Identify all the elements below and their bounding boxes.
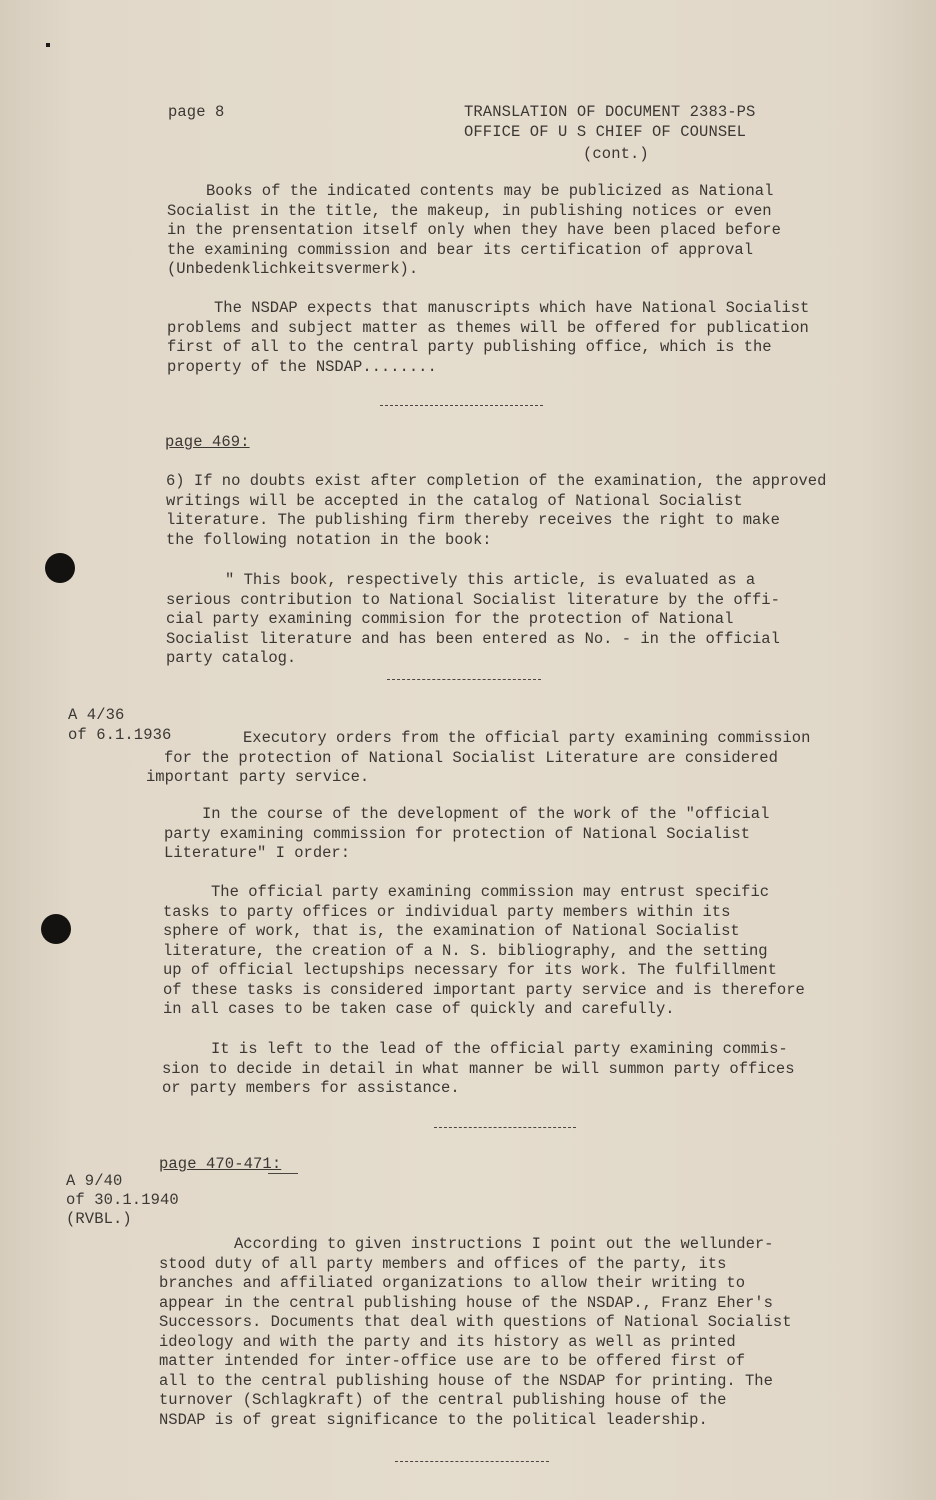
section-divider [395, 1461, 549, 1462]
section-divider [434, 1127, 576, 1128]
text-line: In the course of the development of the work of the "official [202, 805, 770, 823]
text-line: the examining commission and bear its certification of approval [167, 240, 753, 259]
ink-speck [46, 43, 50, 47]
quoted-notation [166, 571, 780, 669]
section-divider [380, 405, 543, 406]
text-line: up of official lectupships necessary for its work. The fulfillment [163, 961, 777, 979]
text-line: serious contribution to National Socialist literature by the offi- [166, 590, 780, 609]
text-line: 6) If no doubts exist after completion of the examination, the approved [166, 472, 827, 490]
text-line: Executory orders from the official party examining commission [243, 729, 811, 747]
text-line: of these tasks is considered important party service and is therefore [163, 980, 805, 999]
text-line: first of all to the central party publishing office, which is the [167, 338, 772, 356]
text-line: branches and affiliated organizations to allow their writing to [159, 1274, 745, 1292]
text-line: According to given instructions I point out the wellunder- [234, 1235, 774, 1253]
text-line: turnover (Schlagkraft) of the central publishing house of the [159, 1391, 727, 1409]
text-line: in the prensentation itself only when they have been placed before [167, 221, 781, 239]
text-line: Successors. Documents that deal with questions of National Socialist [159, 1313, 792, 1331]
section-heading-page-469: page 469: [165, 433, 250, 451]
translation-title: TRANSLATION OF DOCUMENT 2383-PS [464, 103, 756, 121]
heading-underline-extension [268, 1173, 298, 1174]
paragraph-central-publishing-house [159, 1235, 792, 1430]
text-line: Socialist literature and has been entered as No. - in the official [166, 629, 780, 648]
paragraph-specific-tasks [163, 883, 805, 1020]
text-line: appear in the central publishing house of the NSDAP., Franz Eher's [159, 1293, 773, 1312]
order-reference-number: A 4/36 [68, 706, 125, 724]
paragraph-development-order [164, 805, 769, 864]
order-reference-date: of 6.1.1936 [68, 726, 172, 744]
text-line: (Unbedenklichkeitsvermerk). [167, 260, 419, 278]
paragraph-approved-writings [166, 472, 826, 550]
text-line: tasks to party offices or individual party members within its [163, 902, 731, 921]
text-line: property of the NSDAP........ [167, 357, 437, 376]
text-line: ideology and with the party and its history as well as printed [159, 1332, 736, 1351]
text-line: party examining commission for protection of National Socialist [164, 824, 750, 843]
text-line: important party service. [146, 768, 370, 786]
office-title: OFFICE OF U S CHIEF OF COUNSEL [464, 123, 747, 141]
paragraph-publicized-books [167, 182, 781, 280]
punch-hole-top [45, 553, 75, 583]
text-line: literature. The publishing firm thereby receives the right to make [166, 511, 780, 529]
page-number: page 8 [168, 103, 225, 121]
text-line: for the protection of National Socialist Literature are considered [164, 748, 778, 767]
section-divider [387, 679, 541, 680]
text-line: Books of the indicated contents may be publicized as National [206, 182, 774, 200]
text-line: matter intended for inter-office use are to be offered first of [159, 1352, 745, 1370]
text-line: stood duty of all party members and offices of the party, its [159, 1254, 727, 1273]
text-line: The official party examining commission may entrust specific [211, 883, 770, 901]
order-reference-number: A 9/40 [66, 1172, 123, 1190]
paragraph-executory-orders [146, 729, 810, 788]
order-reference-source: (RVBL.) [66, 1210, 132, 1228]
punch-hole-bottom [41, 914, 71, 944]
text-line: cial party examining commision for the protection of National [166, 610, 734, 628]
paragraph-left-to-lead [162, 1040, 795, 1099]
text-line: the following notation in the book: [166, 530, 492, 549]
text-line: problems and subject matter as themes will be offered for publication [167, 318, 809, 337]
text-line: in all cases to be taken case of quickly and carefully. [163, 1000, 675, 1018]
paragraph-manuscripts [167, 299, 809, 377]
text-line: It is left to the lead of the official party examining commis- [211, 1040, 788, 1058]
text-line: or party members for assistance. [162, 1079, 460, 1097]
text-line: sion to decide in detail in what manner be will summon party offices [162, 1059, 795, 1078]
text-line: Socialist in the title, the makeup, in publishing notices or even [167, 201, 772, 220]
text-line: sphere of work, that is, the examination of National Socialist [163, 922, 740, 940]
text-line: all to the central publishing house of the NSDAP for printing. The [159, 1371, 773, 1390]
text-line: literature, the creation of a N. S. bibliography, and the setting [163, 941, 768, 960]
text-line: " This book, respectively this article, is evaluated as a [225, 571, 756, 589]
text-line: NSDAP is of great significance to the political leadership. [159, 1410, 708, 1429]
order-reference-date: of 30.1.1940 [66, 1191, 179, 1209]
text-line: party catalog. [166, 649, 297, 667]
continued-note: (cont.) [583, 145, 649, 163]
section-heading-page-470-471: page 470-471: [159, 1155, 282, 1173]
text-line: writings will be accepted in the catalog of National Socialist [166, 491, 743, 510]
text-line: The NSDAP expects that manuscripts which have National Socialist [214, 299, 810, 317]
text-line: Literature" I order: [164, 844, 351, 862]
